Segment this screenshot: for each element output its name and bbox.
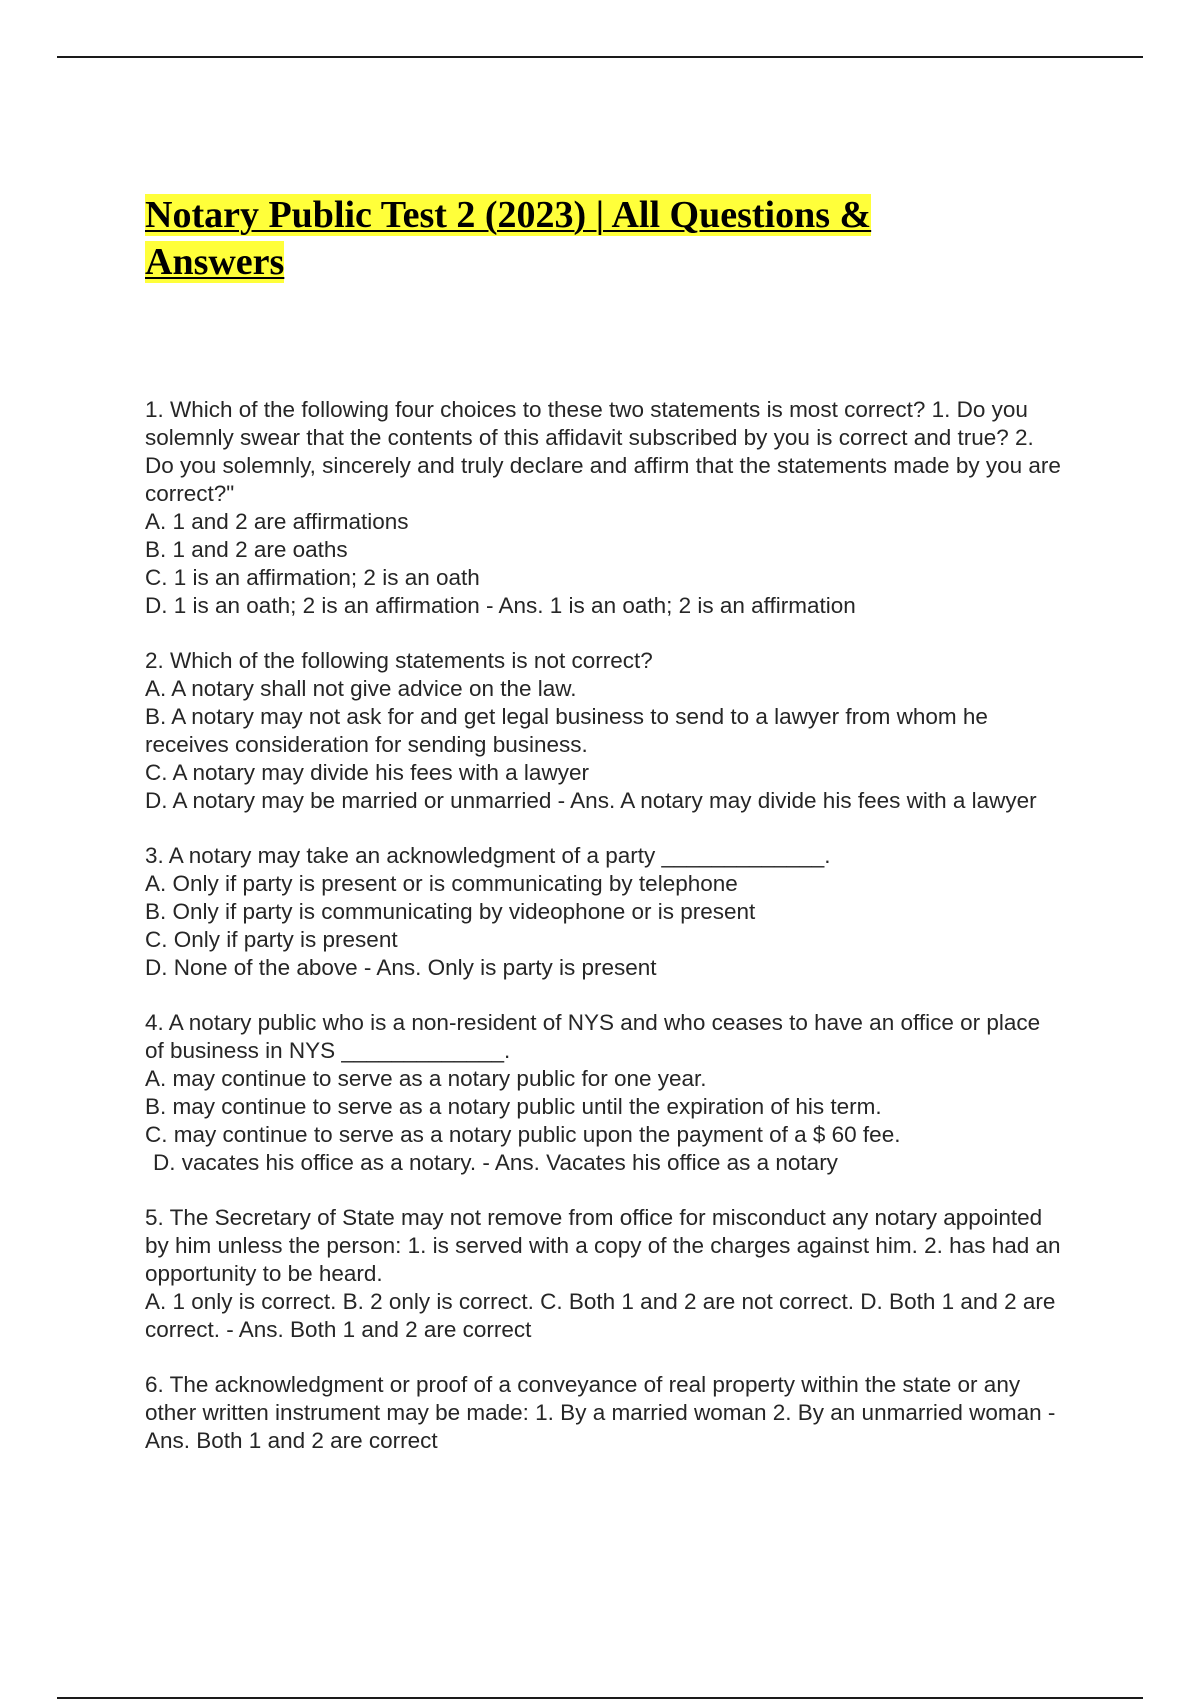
correct-answer: - Ans. 1 is an oath; 2 is an affirmation bbox=[479, 593, 856, 618]
correct-answer: - Ans. Both 1 and 2 are correct bbox=[145, 1400, 1056, 1453]
question-block-3 bbox=[145, 842, 1065, 982]
answer-line bbox=[145, 954, 1065, 982]
answer-line bbox=[145, 592, 1065, 620]
correct-answer: - Ans. Vacates his office as a notary bbox=[476, 1150, 838, 1175]
answer-line bbox=[145, 1149, 1065, 1177]
answer-option: C. Only if party is present bbox=[145, 927, 398, 952]
answer-line bbox=[145, 1371, 1065, 1455]
answer-option: C. may continue to serve as a notary public upon the payment of a $ 60 fee. bbox=[145, 1122, 901, 1147]
answer-option: C. 1 is an affirmation; 2 is an oath bbox=[145, 565, 480, 590]
question-block-5 bbox=[145, 1204, 1065, 1344]
answer-option: B. may continue to serve as a notary public until the expiration of his term. bbox=[145, 1094, 882, 1119]
document-title-line-1: Notary Public Test 2 (2023) | All Questions & bbox=[145, 194, 872, 236]
correct-answer: - Ans. A notary may divide his fees with a lawyer bbox=[551, 788, 1037, 813]
question-block-2 bbox=[145, 647, 1065, 815]
answer-line bbox=[145, 1288, 1065, 1344]
question-text: 4. A notary public who is a non-resident of NYS and who ceases to have an office or place of business in NYS _____________. bbox=[145, 1010, 1041, 1063]
answer-option: D. 1 is an oath; 2 is an affirmation bbox=[145, 593, 480, 618]
answer-option: D. vacates his office as a notary. bbox=[153, 1150, 477, 1175]
answer-option: A. may continue to serve as a notary public for one year. bbox=[145, 1066, 707, 1091]
answer-option: B. Only if party is communicating by videophone or is present bbox=[145, 899, 756, 924]
answer-line bbox=[145, 787, 1065, 815]
answer-option: B. 1 and 2 are oaths bbox=[145, 537, 348, 562]
correct-answer: - Ans. Both 1 and 2 are correct bbox=[220, 1317, 532, 1342]
question-text: 1. Which of the following four choices to these two statements is most correct? 1. Do you solemnly swear that the contents of this affidavit subscribed by you is correct and true? 2. Do you solemnly, sincerely and truly declare and affirm that the statements made by you are correct?" bbox=[145, 397, 1061, 506]
question-text: 5. The Secretary of State may not remove from office for misconduct any notary appointed by him unless the person: 1. is served with a copy of the charges against him. 2. has had an opportunity to be heard. bbox=[145, 1205, 1061, 1286]
answer-option: A. 1 and 2 are affirmations bbox=[145, 509, 409, 534]
answer-option: A. 1 only is correct. B. 2 only is correct. C. Both 1 and 2 are not correct. D. Both 1 and 2 are correct. bbox=[145, 1289, 1056, 1342]
document-title bbox=[145, 192, 945, 286]
question-text: 3. A notary may take an acknowledgment of a party _____________. bbox=[145, 843, 831, 868]
question-block-6 bbox=[145, 1371, 1065, 1455]
question-text: 6. The acknowledgment or proof of a conveyance of real property within the state or any other written instrument may be made: 1. By a married woman 2. By an unmarried woman bbox=[145, 1372, 1042, 1425]
answer-option: C. A notary may divide his fees with a lawyer bbox=[145, 760, 589, 785]
correct-answer: - Ans. Only is party is present bbox=[357, 955, 657, 980]
footer-rule bbox=[57, 1697, 1143, 1699]
question-text: 2. Which of the following statements is not correct? bbox=[145, 648, 653, 673]
answer-option: A. A notary shall not give advice on the law. bbox=[145, 676, 577, 701]
answer-option: D. None of the above bbox=[145, 955, 358, 980]
answer-option: A. Only if party is present or is communicating by telephone bbox=[145, 871, 738, 896]
header-rule bbox=[57, 56, 1143, 58]
answer-option: B. A notary may not ask for and get legal business to send to a lawyer from whom he receives consideration for sending business. bbox=[145, 704, 988, 757]
questions-list bbox=[145, 396, 1065, 1482]
question-block-4 bbox=[145, 1009, 1065, 1177]
question-block-1 bbox=[145, 396, 1065, 620]
document-title-line-2: Answers bbox=[145, 241, 285, 283]
answer-option: D. A notary may be married or unmarried bbox=[145, 788, 552, 813]
